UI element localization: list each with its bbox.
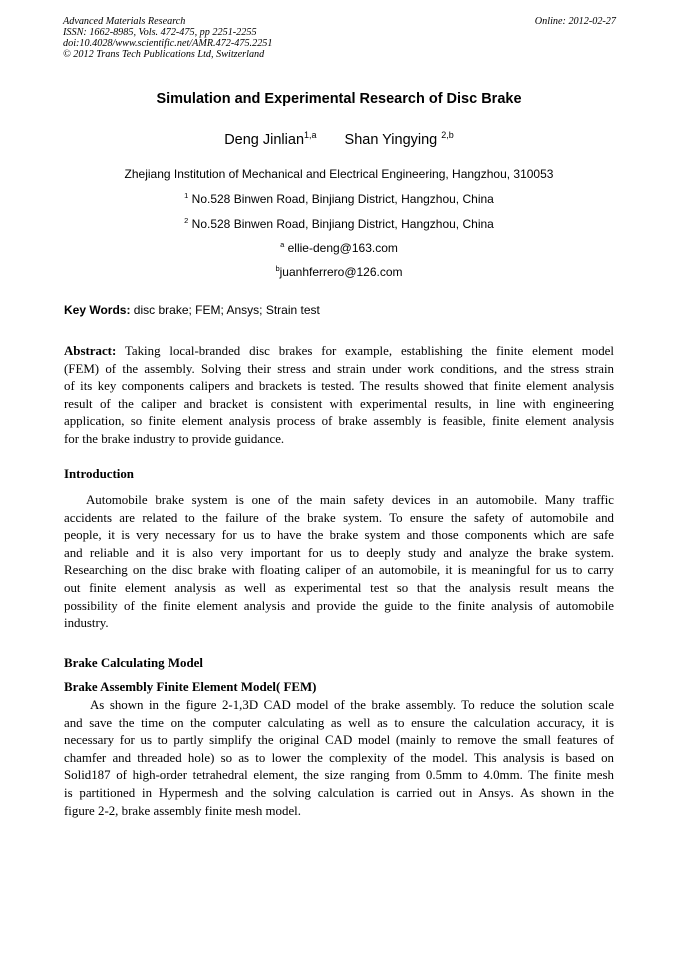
keywords <box>64 303 320 317</box>
subsection-heading: Brake Assembly Finite Element Model( FEM) <box>64 680 317 694</box>
paper-title: Simulation and Experimental Research of Disc Brake <box>156 91 522 107</box>
author-superscript: 2,b <box>441 130 454 140</box>
body-line: As shown in the figure 2-1,3D CAD model of the brake assembly. To reduce the solution scale <box>90 698 614 712</box>
abstract-line: application, so finite element analysis process of brake assembly is feasible, finite element analysis <box>64 414 614 429</box>
keywords-text: disc brake; FEM; Ansys; Strain test <box>130 303 320 317</box>
abstract-line: of its key components calipers and brackets is tested. The results showed that finite element analysis <box>64 379 614 394</box>
brake-model-body <box>64 697 614 820</box>
journal-name: Advanced Materials Research <box>63 16 186 27</box>
body-line: people, it is very necessary for us to have the brake system and those components which are safe <box>64 528 614 543</box>
abstract-line: Abstract: Taking local-branded disc brakes for example, establishing the finite element model <box>64 344 614 358</box>
author-superscript: 1,a <box>304 130 317 140</box>
author-name: Deng Jinlian <box>224 132 305 148</box>
email-a: $^a$ ellie-deng@163.com <box>280 240 398 255</box>
introduction-body <box>64 492 614 633</box>
keywords-label: Key Words: <box>64 303 131 317</box>
body-line: Researching on the disc brake with floating caliper of an automobile, it is meaningful for us to carry <box>64 563 614 578</box>
author-list <box>0 130 678 148</box>
body-line: chamfer and threaded hole) so as to lower the complexity of the model. This analysis is based on <box>64 750 614 765</box>
introduction-heading: Introduction <box>64 467 134 481</box>
abstract-line: (FEM) of the assembly. Solving their stress and strain under work conditions, and the stress strain <box>64 361 614 376</box>
body-line: industry. <box>64 616 109 631</box>
online-date: Online: 2012-02-27 <box>534 16 616 27</box>
body-line: and reliable and it is also very important for us to deeply study and analyze the brake system. <box>64 545 614 560</box>
body-line: out finite element analysis as well as experimental test so that the analysis result means the <box>64 580 614 595</box>
body-line: and save the time on the computer calculating as well as to ensure the calculation accuracy, it is <box>64 715 614 730</box>
issn-line: ISSN: 1662-8985, Vols. 472-475, pp 2251-2255 <box>63 27 257 38</box>
affiliation-2: $^2$ No.528 Binwen Road, Binjiang District, Hangzhou, China <box>184 216 494 231</box>
abstract <box>64 343 614 449</box>
affiliation-1: $^1$ No.528 Binwen Road, Binjiang District, Hangzhou, China <box>184 191 494 206</box>
journal-header <box>63 16 272 60</box>
doi-line: doi:10.4028/www.scientific.net/AMR.472-475.2251 <box>63 38 273 49</box>
body-line: Solid187 of high-order tetrahedral element, the size ranging from 0.5mm to 4.0mm. The finite mesh <box>64 768 614 783</box>
body-line: Automobile brake system is one of the main safety devices in an automobile. Many traffic <box>86 493 614 507</box>
body-line: is partitioned in Hypermesh and the solving calculation is carried out in Ansys. As shown in the <box>64 785 614 800</box>
body-line: necessary for us to partly simplify the original CAD model (mainly to remove the small features of <box>64 733 614 748</box>
body-line: accidents are related to the failure of the brake system. To ensure the safety of automobile and <box>64 510 614 525</box>
section-heading: Brake Calculating Model <box>64 656 203 670</box>
copyright-line: © 2012 Trans Tech Publications Ltd, Switzerland <box>63 49 265 60</box>
abstract-line: result of the caliper and bracket is consistent with experimental results, in line with engineering <box>64 396 614 411</box>
author-name: Shan Yingying <box>344 132 442 148</box>
affiliation-institution: Zhejiang Institution of Mechanical and Electrical Engineering, Hangzhou, 310053 <box>124 167 554 181</box>
abstract-label: Abstract: <box>64 344 117 358</box>
body-line: possibility of the finite element analysis and provide the guide to the finite analysis of automobile <box>64 598 614 613</box>
email-b: $^b$juanhferrero@126.com <box>275 264 403 279</box>
body-line: figure 2-2, brake assembly finite mesh model. <box>64 803 301 818</box>
abstract-line: for the brake industry to provide guidance. <box>64 431 285 446</box>
